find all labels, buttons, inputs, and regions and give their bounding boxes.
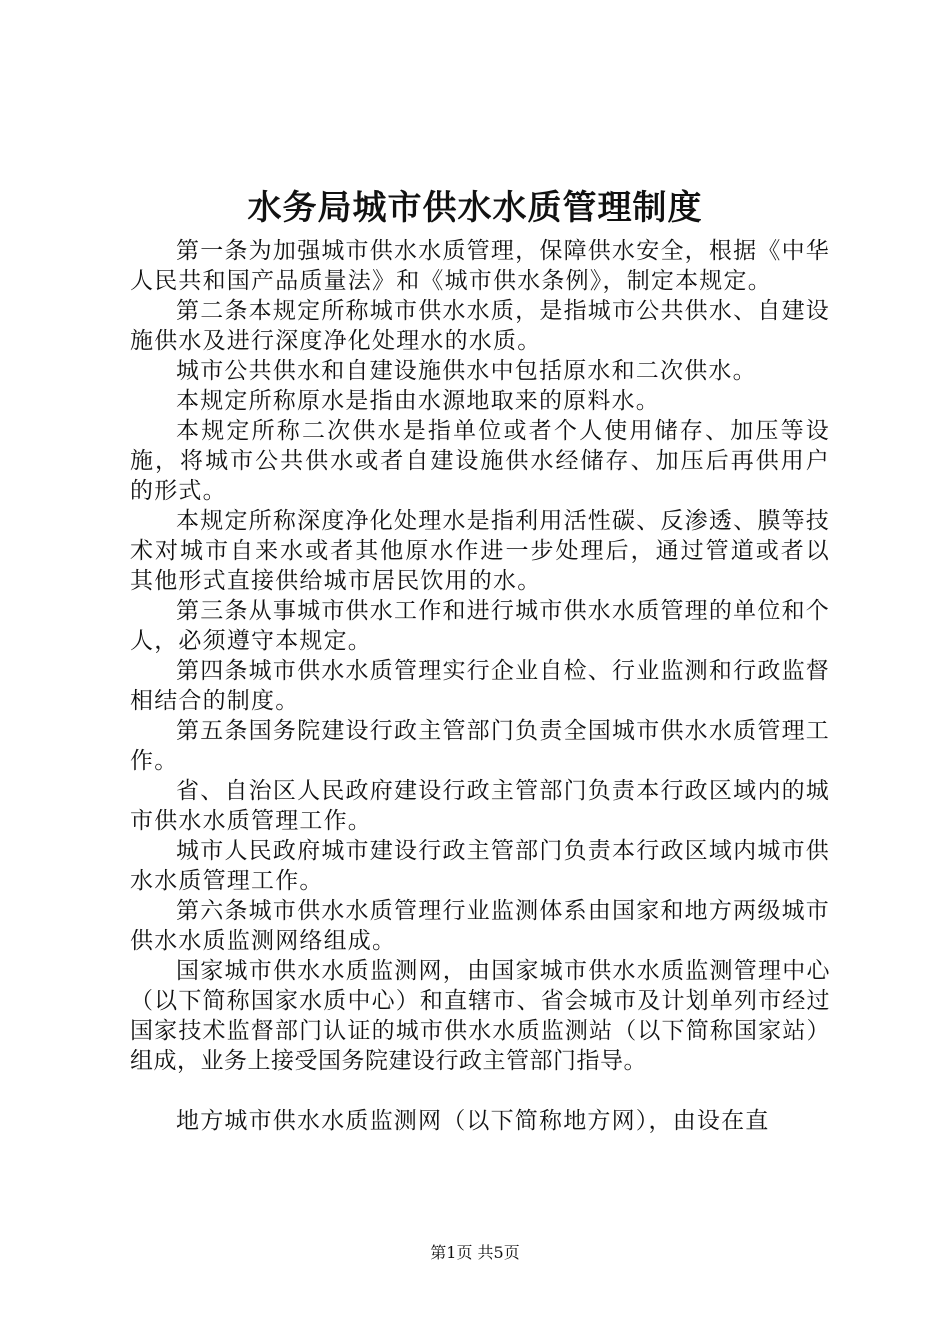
paragraph: 地方城市供水水质监测网（以下简称地方网），由设在直 (176, 1108, 770, 1134)
paragraph: 城市人民政府城市建设行政主管部门负责本行政区域内城市供水水质管理工作。 (130, 838, 830, 894)
paragraph: 省、自治区人民政府建设行政主管部门负责本行政区域内的城市供水水质管理工作。 (130, 778, 830, 834)
paragraph: 第一条为加强城市供水水质管理，保障供水安全，根据《中华人民共和国产品质量法》和《城市供水条例》，制定本规定。 (130, 238, 830, 294)
document-title: 水务局城市供水水质管理制度 (247, 188, 703, 228)
paragraph: 国家城市供水水质监测网，由国家城市供水水质监测管理中心（以下简称国家水质中心）和直辖市、省会城市及计划单列市经过国家技术监督部门认证的城市供水水质监测站（以下简称国家站）组成，业务上接受国务院建设行政主管部门指导。 (130, 958, 830, 1074)
paragraph: 第四条城市供水水质管理实行企业自检、行业监测和行政监督相结合的制度。 (130, 658, 830, 714)
paragraph: 本规定所称原水是指由水源地取来的原料水。 (176, 388, 660, 414)
paragraph: 第二条本规定所称城市供水水质，是指城市公共供水、自建设施供水及进行深度净化处理水的水质。 (130, 298, 830, 354)
paragraph: 第三条从事城市供水工作和进行城市供水水质管理的单位和个人，必须遵守本规定。 (130, 598, 830, 654)
paragraph: 第五条国务院建设行政主管部门负责全国城市供水水质管理工作。 (130, 718, 830, 774)
document-body (130, 236, 830, 1136)
paragraph: 城市公共供水和自建设施供水中包括原水和二次供水。 (176, 358, 757, 384)
paragraph: 本规定所称深度净化处理水是指利用活性碳、反渗透、膜等技术对城市自来水或者其他原水作进一步处理后，通过管道或者以其他形式直接供给城市居民饮用的水。 (130, 508, 830, 594)
paragraph: 第六条城市供水水质管理行业监测体系由国家和地方两级城市供水水质监测网络组成。 (130, 898, 830, 954)
page-footer: 第1页 共5页 (430, 1243, 520, 1262)
paragraph: 本规定所称二次供水是指单位或者个人使用储存、加压等设施，将城市公共供水或者自建设施供水经储存、加压后再供用户的形式。 (130, 418, 830, 504)
